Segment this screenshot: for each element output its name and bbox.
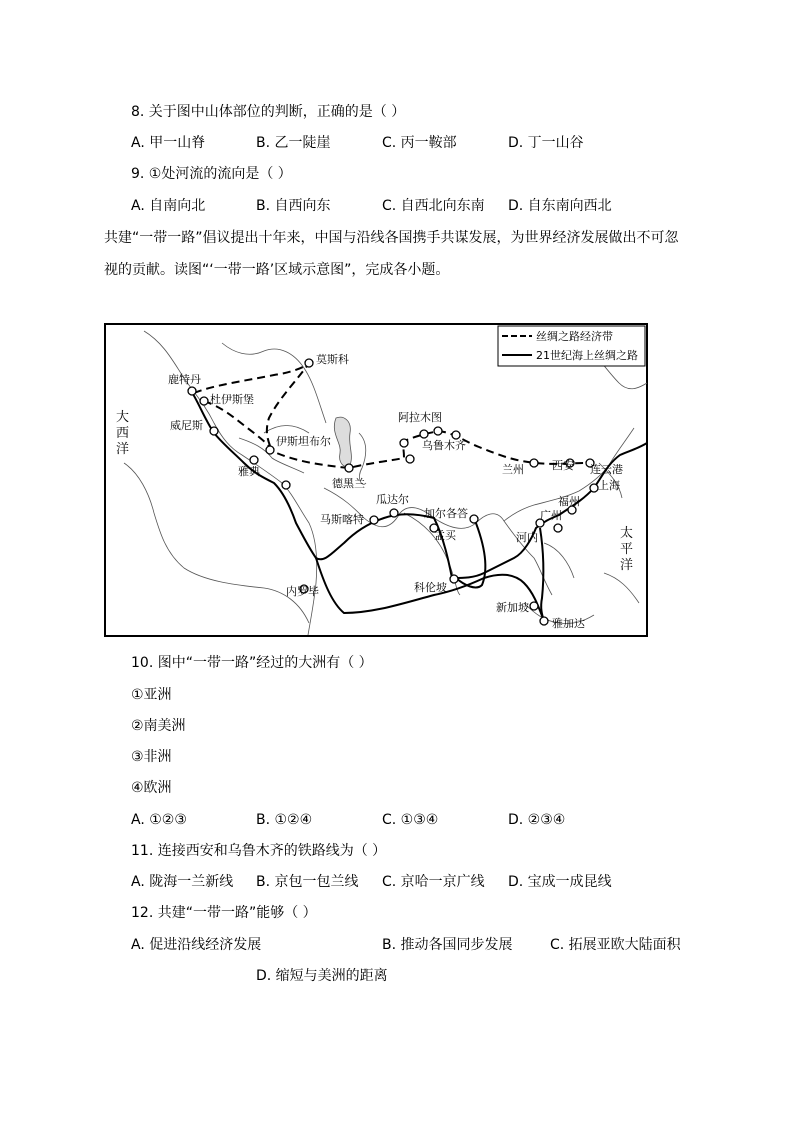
q12-stem: 12. 共建“一带一路”能够（ ） bbox=[131, 905, 317, 921]
q8-option-a[interactable]: A. 甲一山脊 bbox=[131, 135, 206, 151]
q8-option-d[interactable]: D. 丁一山谷 bbox=[508, 135, 584, 151]
label-duisburg: 杜伊斯堡 bbox=[210, 393, 254, 406]
q10-option-b[interactable]: B. ①②④ bbox=[256, 812, 313, 828]
q10-stem: 10. 图中“一带一路”经过的大洲有（ ） bbox=[131, 655, 373, 671]
label-moscow: 莫斯科 bbox=[316, 353, 349, 366]
q9-stem: 9. ①处河流的流向是（ ） bbox=[131, 166, 292, 182]
q10-choice-1: ①亚洲 bbox=[131, 687, 172, 703]
label-rotterdam: 鹿特丹 bbox=[168, 373, 201, 386]
khorgos-marker bbox=[434, 427, 442, 435]
q8-stem: 8. 关于图中山体部位的判断，正确的是（ ） bbox=[131, 104, 406, 120]
urumqi-marker bbox=[452, 431, 460, 439]
q9-option-c[interactable]: C. 自西北向东南 bbox=[382, 198, 485, 214]
legend-maritime: 21世纪海上丝绸之路 bbox=[536, 349, 638, 362]
q9-option-b[interactable]: B. 自西向东 bbox=[256, 198, 331, 214]
map-legend bbox=[498, 326, 645, 366]
intro-line-1: 共建“一带一路”倡议提出十年来，中国与沿线各国携手共谋发展，为世界经济发展做出不可忽 bbox=[104, 230, 679, 246]
pacific-char-3: 洋 bbox=[620, 558, 634, 573]
rotterdam-marker bbox=[188, 387, 196, 395]
q8-option-c[interactable]: C. 丙一鞍部 bbox=[382, 135, 457, 151]
intro-line-2: 视的贡献。读图“‘一带一路’区域示意图”，完成各小题。 bbox=[104, 262, 450, 278]
label-nairobi: 内罗毕 bbox=[286, 585, 319, 598]
gwadar-marker bbox=[390, 509, 398, 517]
colombo-marker bbox=[450, 575, 458, 583]
samarkand-marker bbox=[400, 439, 408, 447]
q9-option-a[interactable]: A. 自南向北 bbox=[131, 198, 206, 214]
q10-choice-2: ②南美洲 bbox=[131, 718, 186, 734]
guangzhou-marker bbox=[554, 524, 562, 532]
jakarta-marker bbox=[540, 617, 548, 625]
label-tehran: 德黑兰 bbox=[332, 477, 365, 490]
q10-option-a[interactable]: A. ①②③ bbox=[131, 812, 187, 828]
venice-marker bbox=[210, 427, 218, 435]
q12-option-b[interactable]: B. 推动各国同步发展 bbox=[382, 937, 513, 953]
q9-option-d[interactable]: D. 自东南向西北 bbox=[508, 198, 612, 214]
label-almaty: 阿拉木图 bbox=[398, 411, 442, 424]
label-shanghai: 上海 bbox=[598, 479, 620, 492]
q11-option-c[interactable]: C. 京哈一京广线 bbox=[382, 874, 485, 890]
map-frame bbox=[105, 324, 647, 636]
lanzhou-marker bbox=[530, 459, 538, 467]
duisburg-marker bbox=[200, 397, 208, 405]
label-urumqi: 乌鲁木齐 bbox=[422, 439, 466, 452]
atlantic-char-3: 洋 bbox=[116, 442, 130, 457]
q11-stem: 11. 连接西安和乌鲁木齐的铁路线为（ ） bbox=[131, 843, 387, 859]
label-fuzhou: 福州 bbox=[558, 495, 580, 508]
istanbul-marker bbox=[266, 446, 274, 454]
atlantic-char-2: 西 bbox=[116, 426, 130, 441]
label-xian: 西安 bbox=[552, 459, 574, 472]
legend-land-belt: 丝绸之路经济带 bbox=[536, 330, 613, 343]
label-jakarta: 雅加达 bbox=[552, 617, 585, 630]
label-lanzhou: 兰州 bbox=[502, 463, 524, 476]
muscat-marker bbox=[370, 516, 378, 524]
q12-option-c[interactable]: C. 拓展亚欧大陆面积 bbox=[550, 937, 681, 953]
label-gwadar: 瓜达尔 bbox=[376, 493, 409, 506]
label-lianyungang: 连云港 bbox=[590, 463, 623, 476]
q11-option-d[interactable]: D. 宝成一成昆线 bbox=[508, 874, 612, 890]
shanghai-marker bbox=[590, 484, 598, 492]
atlantic-char-1: 大 bbox=[116, 410, 130, 425]
port-said-marker bbox=[282, 481, 290, 489]
label-kolkata: 加尔各答 bbox=[424, 507, 468, 520]
q11-option-b[interactable]: B. 京包一包兰线 bbox=[256, 874, 359, 890]
label-istanbul: 伊斯坦布尔 bbox=[276, 435, 331, 448]
kolkata-marker bbox=[470, 515, 478, 523]
singapore-marker bbox=[530, 602, 538, 610]
bishkek-marker bbox=[406, 455, 414, 463]
label-guangzhou: 广州 bbox=[540, 509, 562, 522]
label-athens: 雅典 bbox=[238, 465, 260, 478]
q10-choice-4: ④欧洲 bbox=[131, 780, 172, 796]
label-singapore: 新加坡 bbox=[496, 601, 529, 614]
pacific-char-1: 太 bbox=[620, 526, 634, 541]
label-muscat: 马斯喀特 bbox=[320, 513, 364, 526]
label-colombo: 科伦坡 bbox=[414, 581, 447, 594]
q12-option-d[interactable]: D. 缩短与美洲的距离 bbox=[256, 968, 388, 984]
belt-and-road-map bbox=[104, 323, 648, 637]
almaty-marker bbox=[420, 430, 428, 438]
label-hanoi: 河内 bbox=[516, 531, 538, 544]
athens-marker bbox=[250, 456, 258, 464]
tehran-marker bbox=[345, 464, 353, 472]
q8-option-b[interactable]: B. 乙一陡崖 bbox=[256, 135, 331, 151]
label-venice: 威尼斯 bbox=[170, 419, 203, 432]
label-mumbai: 孟买 bbox=[434, 529, 456, 542]
q11-option-a[interactable]: A. 陇海一兰新线 bbox=[131, 874, 234, 890]
q12-option-a[interactable]: A. 促进沿线经济发展 bbox=[131, 937, 262, 953]
q10-option-c[interactable]: C. ①③④ bbox=[382, 812, 439, 828]
moscow-marker bbox=[305, 359, 313, 367]
q10-option-d[interactable]: D. ②③④ bbox=[508, 812, 566, 828]
q10-choice-3: ③非洲 bbox=[131, 749, 172, 765]
pacific-char-2: 平 bbox=[620, 542, 634, 557]
